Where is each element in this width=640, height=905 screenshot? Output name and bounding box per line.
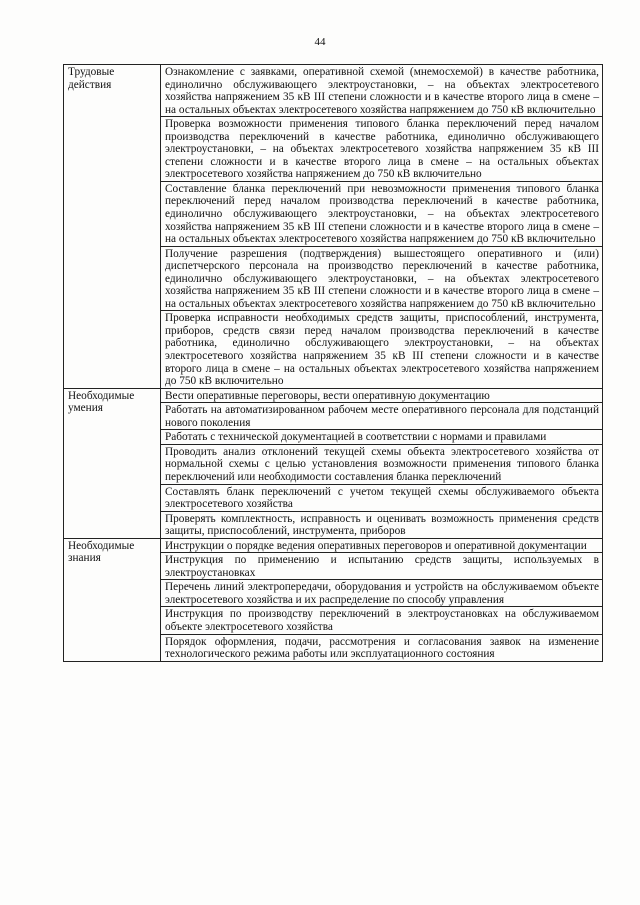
table-cell-item: Работать на автоматизированном рабочем месте оперативного персонала для подстанций нового поколения xyxy=(161,403,603,430)
table-cell-item: Инструкции о порядке ведения оперативных переговоров и оперативной документации xyxy=(161,538,603,553)
table-cell-item: Ознакомление с заявками, оперативной схемой (мнемосхемой) в качестве работника, единолично обслуживающего электроустановки, – на объектах электросетевого хозяйства напряжением 35 кВ III степени сложности и в качестве второго лица в смене – на остальных объектах электросетевого хозяйства напряжением до 750 кВ включительно xyxy=(161,65,603,117)
section-title-required-knowledge: Необходимые знания xyxy=(64,538,161,661)
table-cell-item: Работать с технической документацией в соответствии с нормами и правилами xyxy=(161,430,603,445)
page-number: 44 xyxy=(314,36,326,48)
table-cell-item: Проверять комплектность, исправность и оценивать возможность применения средств защиты, приспособлений, инструмента, приборов xyxy=(161,511,603,538)
table-row xyxy=(64,65,603,117)
professional-standard-table xyxy=(63,64,603,662)
section-title-labor-actions: Трудовые действия xyxy=(64,65,161,389)
table-cell-item: Проверка возможности применения типового бланка переключений перед началом производства переключений в качестве работника, единолично обслуживающего электроустановки, – на объектах электросетевого хозяйства напряжением 35 кВ III степени сложности и в качестве второго лица в смене – на остальных объектах электросетевого хозяйства напряжением до 750 кВ включительно xyxy=(161,117,603,182)
section-title-required-skills: Необходимые умения xyxy=(64,388,161,538)
table-cell-item: Перечень линий электропередачи, оборудования и устройств на обслуживаемом объекте электросетевого хозяйства и их распределение по способу управления xyxy=(161,580,603,607)
table-cell-item: Порядок оформления, подачи, рассмотрения и согласования заявок на изменение технологического режима работы или эксплуатационного состояния xyxy=(161,634,603,661)
table-cell-item: Вести оперативные переговоры, вести оперативную документацию xyxy=(161,388,603,403)
table-cell-item: Проводить анализ отклонений текущей схемы объекта электросетевого хозяйства от нормальной схемы с целью установления возможности применения типового бланка переключений или необходимости составления бланка переключений xyxy=(161,444,603,484)
table-cell-item: Получение разрешения (подтверждения) вышестоящего оперативного и (или) диспетчерского персонала на производство переключений в качестве работника, единолично обслуживающего электроустановки, – на объектах электросетевого хозяйства напряжением 35 кВ III степени сложности и в качестве второго лица в смене – на остальных объектах электросетевого хозяйства напряжением до 750 кВ включительно xyxy=(161,246,603,311)
table-cell-item: Составлять бланк переключений с учетом текущей схемы обслуживаемого объекта электросетевого хозяйства xyxy=(161,484,603,511)
table-row xyxy=(64,538,603,553)
table-cell-item: Инструкция по производству переключений в электроустановках на обслуживаемом объекте электросетевого хозяйства xyxy=(161,607,603,634)
table-row xyxy=(64,388,603,403)
table-cell-item: Инструкция по применению и испытанию средств защиты, используемых в электроустановках xyxy=(161,553,603,580)
table-cell-item: Проверка исправности необходимых средств защиты, приспособлений, инструмента, приборов, средств связи перед началом производства переключений в качестве работника, единолично обслуживающего электроустановки, – на объектах электросетевого хозяйства напряжением 35 кВ III степени сложности и в качестве второго лица в смене – на остальных объектах электросетевого хозяйства напряжением до 750 кВ включительно xyxy=(161,311,603,388)
table-cell-item: Составление бланка переключений при невозможности применения типового бланка переключений перед началом производства переключений в качестве работника, единолично обслуживающего электроустановки, – на объектах электросетевого хозяйства напряжением 35 кВ III степени сложности и в качестве второго лица в смене – на остальных объектах электросетевого хозяйства напряжением до 750 кВ включительно xyxy=(161,181,603,246)
